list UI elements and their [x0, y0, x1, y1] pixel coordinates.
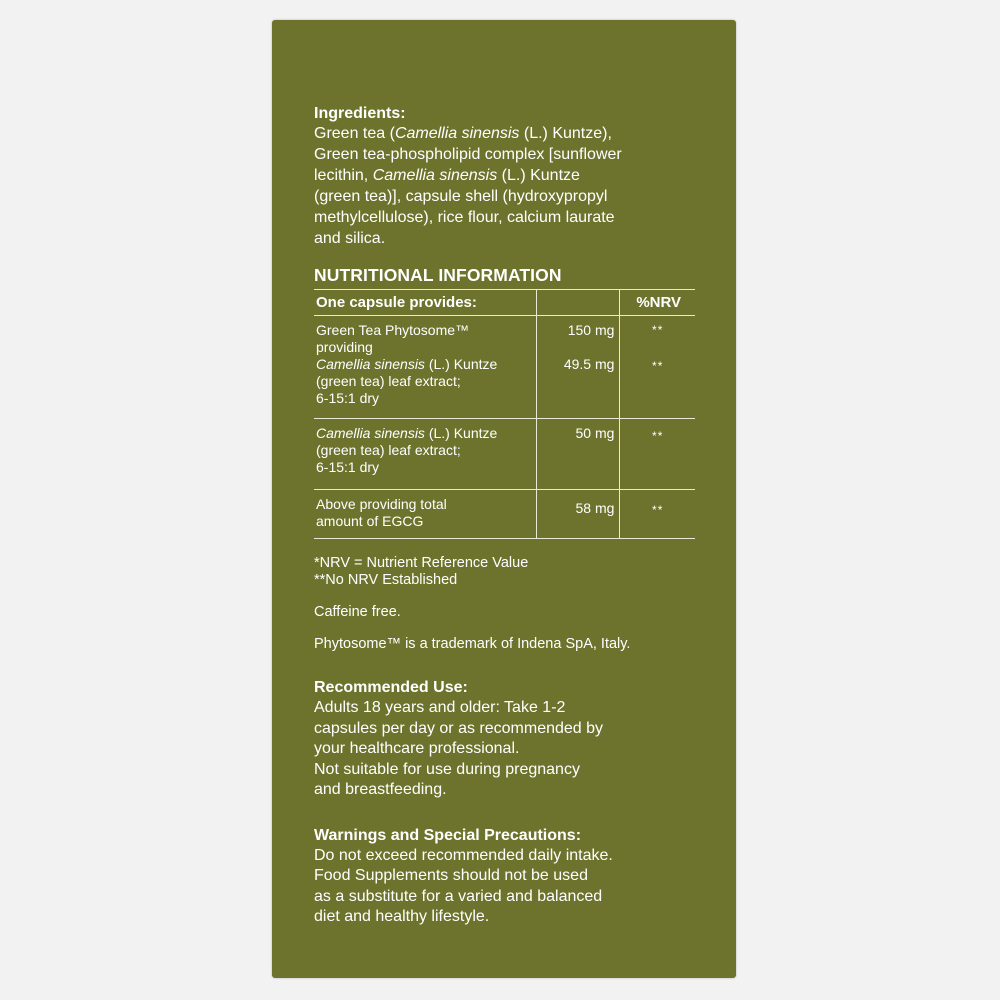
row1-amount1: 150 mg: [567, 322, 615, 338]
nrv-footnotes: [314, 555, 696, 589]
nrv-footnote-2: **No NRV Established: [314, 572, 458, 588]
row3-line-a: Above providing total: [316, 496, 447, 512]
nutrition-table: [314, 289, 695, 539]
warnings-heading: Warnings and Special Precautions:: [314, 826, 582, 844]
ingredients-section: [314, 104, 696, 249]
nutrition-row3-description: [314, 490, 537, 539]
row1-nrv2: **: [652, 359, 664, 373]
row1-line-d: (green tea) leaf extract;: [316, 373, 461, 389]
warnings-line4: diet and healthy lifestyle.: [314, 908, 490, 925]
ingredients-text: [314, 123, 696, 249]
row1-line-a: Green Tea Phytosome™: [316, 322, 470, 338]
row3-line-b: amount of EGCG: [316, 513, 424, 529]
row1-nrv1: **: [652, 323, 664, 337]
nutrition-header-col3: %NRV: [620, 290, 695, 316]
row1-line-c-rest: (L.) Kuntze: [424, 356, 498, 372]
ingredients-line6: and silica.: [314, 230, 386, 247]
row1-line-e: 6-15:1 dry: [316, 390, 380, 406]
nutrition-row2-description: [314, 419, 537, 490]
row2-line-b: (green tea) leaf extract;: [316, 442, 461, 458]
row3-nrv: **: [652, 503, 664, 517]
row1-line-c-italic: Camellia sinensis: [316, 356, 425, 372]
warnings-text: [314, 846, 696, 928]
table-row: [314, 490, 695, 539]
nutrition-header-col2: [537, 290, 620, 316]
ingredients-line3-italic: Camellia sinensis: [372, 167, 498, 184]
recommended-line3: your healthcare professional.: [314, 740, 520, 757]
ingredients-line1-a: Green tea (: [314, 125, 395, 142]
row1-line-b: providing: [316, 339, 373, 355]
nutrition-row2-amount: [537, 419, 620, 490]
warnings-line3: as a substitute for a varied and balanced: [314, 887, 603, 905]
ingredients-line2: Green tea-phospholipid complex [sunflower: [314, 146, 622, 163]
nutrition-row1-description: [314, 316, 537, 419]
nrv-footnote-1: *NRV = Nutrient Reference Value: [314, 555, 529, 571]
warnings-line2: Food Supplements should not be used: [314, 867, 588, 884]
row2-line-a: [316, 425, 536, 442]
nutrition-header-col1: One capsule provides:: [314, 290, 537, 316]
row2-nrv: **: [652, 429, 664, 443]
warnings-line1: Do not exceed recommended daily intake.: [314, 846, 613, 864]
recommended-use-text: [314, 698, 696, 801]
recommended-line5: and breastfeeding.: [314, 781, 447, 798]
ingredients-line4: (green tea)], capsule shell (hydroxypropyl: [314, 188, 608, 205]
row2-amount: 50 mg: [575, 425, 615, 441]
ingredients-line3-b: (L.) Kuntze: [497, 167, 580, 184]
nutrition-title: NUTRITIONAL INFORMATION: [314, 265, 562, 285]
row2-line-a-rest: (L.) Kuntze: [424, 425, 498, 441]
nutrition-header-row: [314, 290, 695, 316]
recommended-line1: Adults 18 years and older: Take 1-2: [314, 699, 566, 716]
nutrition-row2-nrv: [620, 419, 695, 490]
nutrition-row1-amount: [537, 316, 620, 419]
table-row: [314, 419, 695, 490]
ingredients-line1-italic: Camellia sinensis: [394, 125, 520, 142]
recommended-line4: Not suitable for use during pregnancy: [314, 760, 580, 778]
row2-line-c: 6-15:1 dry: [316, 459, 380, 475]
row2-line-a-italic: Camellia sinensis: [316, 425, 425, 441]
label-content: [314, 104, 696, 928]
product-label-panel: [272, 20, 736, 978]
nutrition-row3-amount: [537, 490, 620, 539]
recommended-line2: capsules per day or as recommended by: [314, 719, 604, 737]
row3-amount: 58 mg: [575, 500, 615, 516]
nutrition-row1-nrv: [620, 316, 695, 419]
ingredients-line1-b: (L.) Kuntze),: [519, 125, 612, 142]
caffeine-note: Caffeine free.: [314, 604, 401, 620]
trademark-note: Phytosome™ is a trademark of Indena SpA, Italy.: [314, 636, 631, 652]
ingredients-line3-a: lecithin,: [314, 167, 373, 184]
ingredients-heading: Ingredients:: [314, 105, 406, 122]
row1-amount2: 49.5 mg: [563, 356, 615, 372]
nutrition-row3-nrv: [620, 490, 695, 539]
table-row: [314, 316, 695, 419]
recommended-use-heading: Recommended Use:: [314, 679, 468, 696]
ingredients-line5: methylcellulose), rice flour, calcium laurate: [314, 209, 615, 226]
row1-line-c: [316, 356, 536, 373]
